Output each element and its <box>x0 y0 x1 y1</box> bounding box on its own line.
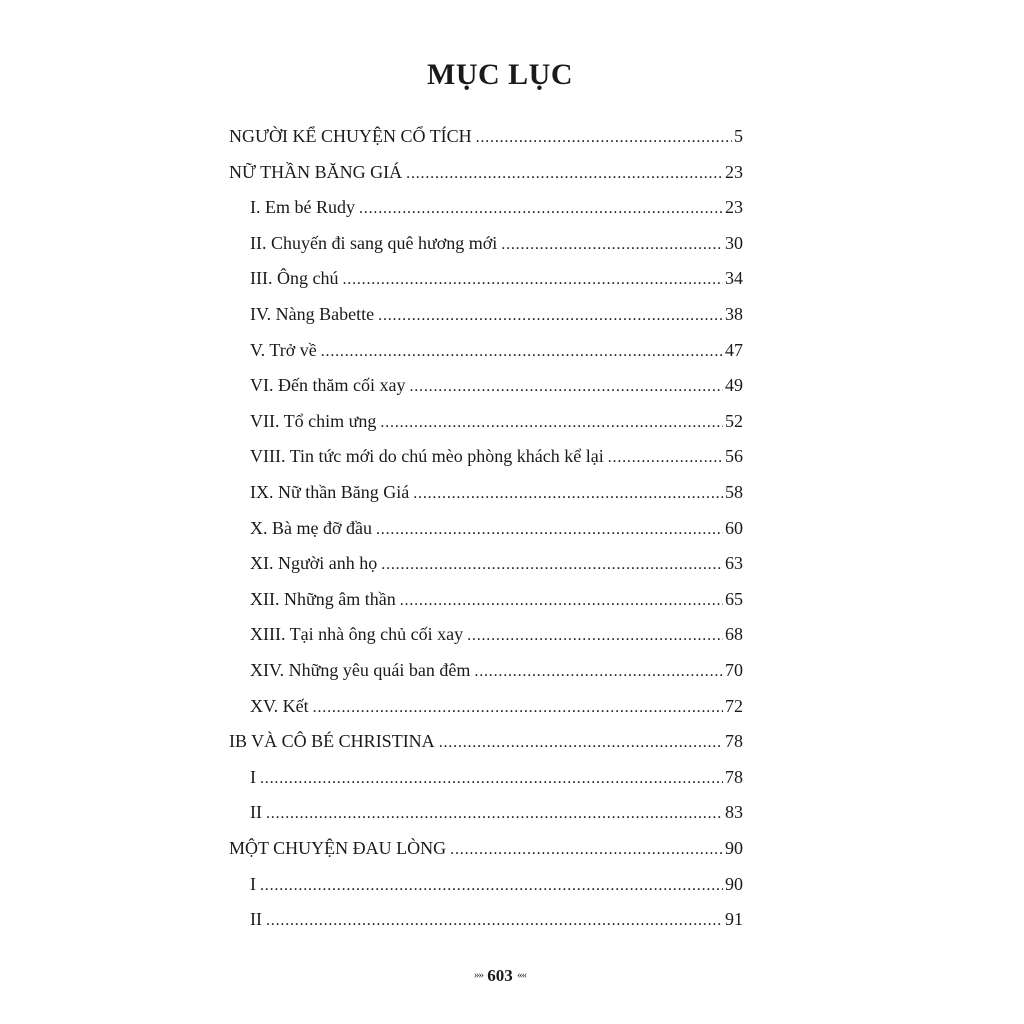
toc-entry-title: VIII. Tin tức mới do chú mèo phòng khách kể lại <box>250 446 604 466</box>
toc-entry-page: 78 <box>725 731 743 751</box>
toc-entry-page: 63 <box>725 553 743 573</box>
footer-right-ornament: «« <box>517 969 526 981</box>
toc-entry <box>250 193 743 221</box>
toc-entry-title: II. Chuyến đi sang quê hương mới <box>250 233 498 253</box>
toc-leader-dots <box>476 124 732 152</box>
toc-entry <box>250 549 743 577</box>
toc-leader-dots <box>313 694 723 722</box>
toc-entry-page: 78 <box>725 767 743 787</box>
toc-leader-dots <box>381 551 723 579</box>
toc-leader-dots <box>608 444 723 472</box>
toc-entry <box>250 514 743 542</box>
toc-leader-dots <box>450 836 723 864</box>
toc-entry-page: 91 <box>725 909 743 929</box>
toc-entry <box>250 692 743 720</box>
toc-entry-page: 60 <box>725 518 743 538</box>
toc-entry-title: NỮ THẦN BĂNG GIÁ <box>229 162 403 182</box>
toc-entry-title: II <box>250 802 262 822</box>
toc-leader-dots <box>467 622 723 650</box>
toc-entry <box>250 763 743 791</box>
page-title: MỤC LỤC <box>427 58 573 91</box>
toc-entry-title: XV. Kết <box>250 696 309 716</box>
toc-entry <box>229 158 743 186</box>
toc-entry-page: 72 <box>725 696 743 716</box>
toc-entry-title: XI. Người anh họ <box>250 553 378 573</box>
toc-leader-dots <box>378 302 723 330</box>
toc-entry <box>250 620 743 648</box>
toc-entry-title: NGƯỜI KỂ CHUYỆN CỔ TÍCH <box>229 126 472 146</box>
toc-entry-page: 83 <box>725 802 743 822</box>
toc-entry-page: 65 <box>725 589 743 609</box>
toc-entry-page: 90 <box>725 838 743 858</box>
toc-leader-dots <box>501 231 723 259</box>
toc-entry-title: VII. Tổ chim ưng <box>250 411 377 431</box>
toc-entry <box>250 264 743 292</box>
toc-leader-dots <box>260 872 723 900</box>
toc-entry-page: 23 <box>725 162 743 182</box>
toc-entry-page: 52 <box>725 411 743 431</box>
toc-entry-page: 58 <box>725 482 743 502</box>
toc-entry <box>250 585 743 613</box>
toc-leader-dots <box>406 160 723 188</box>
toc-entry <box>250 229 743 257</box>
toc-entry <box>250 905 743 933</box>
toc-entry-title: XIII. Tại nhà ông chủ cối xay <box>250 624 464 644</box>
toc-leader-dots <box>321 338 723 366</box>
toc-entry-page: 68 <box>725 624 743 644</box>
toc-entry <box>229 834 743 862</box>
toc-entry-title: III. Ông chú <box>250 268 339 288</box>
toc-entry-page: 70 <box>725 660 743 680</box>
toc-entry-page: 90 <box>725 874 743 894</box>
toc-entry-title: V. Trở về <box>250 340 317 360</box>
toc-leader-dots <box>380 409 723 437</box>
toc-leader-dots <box>266 907 723 935</box>
toc-entry-page: 30 <box>725 233 743 253</box>
page-footer <box>0 966 1000 986</box>
toc-leader-dots <box>260 765 723 793</box>
toc-entry <box>250 870 743 898</box>
toc-entry <box>250 442 743 470</box>
toc-entry-title: XIV. Những yêu quái ban đêm <box>250 660 471 680</box>
toc-entry <box>229 727 743 755</box>
toc-entry-title: IV. Nàng Babette <box>250 304 375 324</box>
toc-entry-title: IX. Nữ thần Băng Giá <box>250 482 410 502</box>
toc-entry <box>250 336 743 364</box>
toc-entry-title: VI. Đến thăm cối xay <box>250 375 406 395</box>
toc-entry-title: II <box>250 909 262 929</box>
toc-entry-title: MỘT CHUYỆN ĐAU LÒNG <box>229 838 447 858</box>
toc-entry-title: I. Em bé Rudy <box>250 197 355 217</box>
toc-leader-dots <box>400 587 723 615</box>
toc-entry-title: IB VÀ CÔ BÉ CHRISTINA <box>229 731 435 751</box>
toc-entry <box>250 300 743 328</box>
toc-leader-dots <box>409 373 723 401</box>
toc-leader-dots <box>359 195 723 223</box>
toc-entry-page: 47 <box>725 340 743 360</box>
toc-entry-title: X. Bà mẹ đỡ đầu <box>250 518 372 538</box>
toc-leader-dots <box>474 658 723 686</box>
toc-entry <box>250 798 743 826</box>
toc-entry-title: I <box>250 767 256 787</box>
toc-entry-page: 34 <box>725 268 743 288</box>
footer-left-ornament: »» <box>474 969 483 981</box>
toc-leader-dots <box>266 800 723 828</box>
toc-entry <box>250 478 743 506</box>
footer-page-number: 603 <box>487 966 513 985</box>
toc-entry <box>229 122 743 150</box>
toc-entry <box>250 407 743 435</box>
toc-leader-dots <box>376 516 723 544</box>
toc-entry-page: 38 <box>725 304 743 324</box>
toc-entry-page: 5 <box>734 126 743 146</box>
toc-entry-title: XII. Những âm thần <box>250 589 396 609</box>
toc-entry-page: 23 <box>725 197 743 217</box>
toc-entry-title: I <box>250 874 256 894</box>
toc-entry <box>250 656 743 684</box>
toc-leader-dots <box>413 480 723 508</box>
toc-entry-page: 56 <box>725 446 743 466</box>
toc-leader-dots <box>342 266 723 294</box>
toc-entry-page: 49 <box>725 375 743 395</box>
toc-entry <box>250 371 743 399</box>
toc-leader-dots <box>439 729 723 757</box>
